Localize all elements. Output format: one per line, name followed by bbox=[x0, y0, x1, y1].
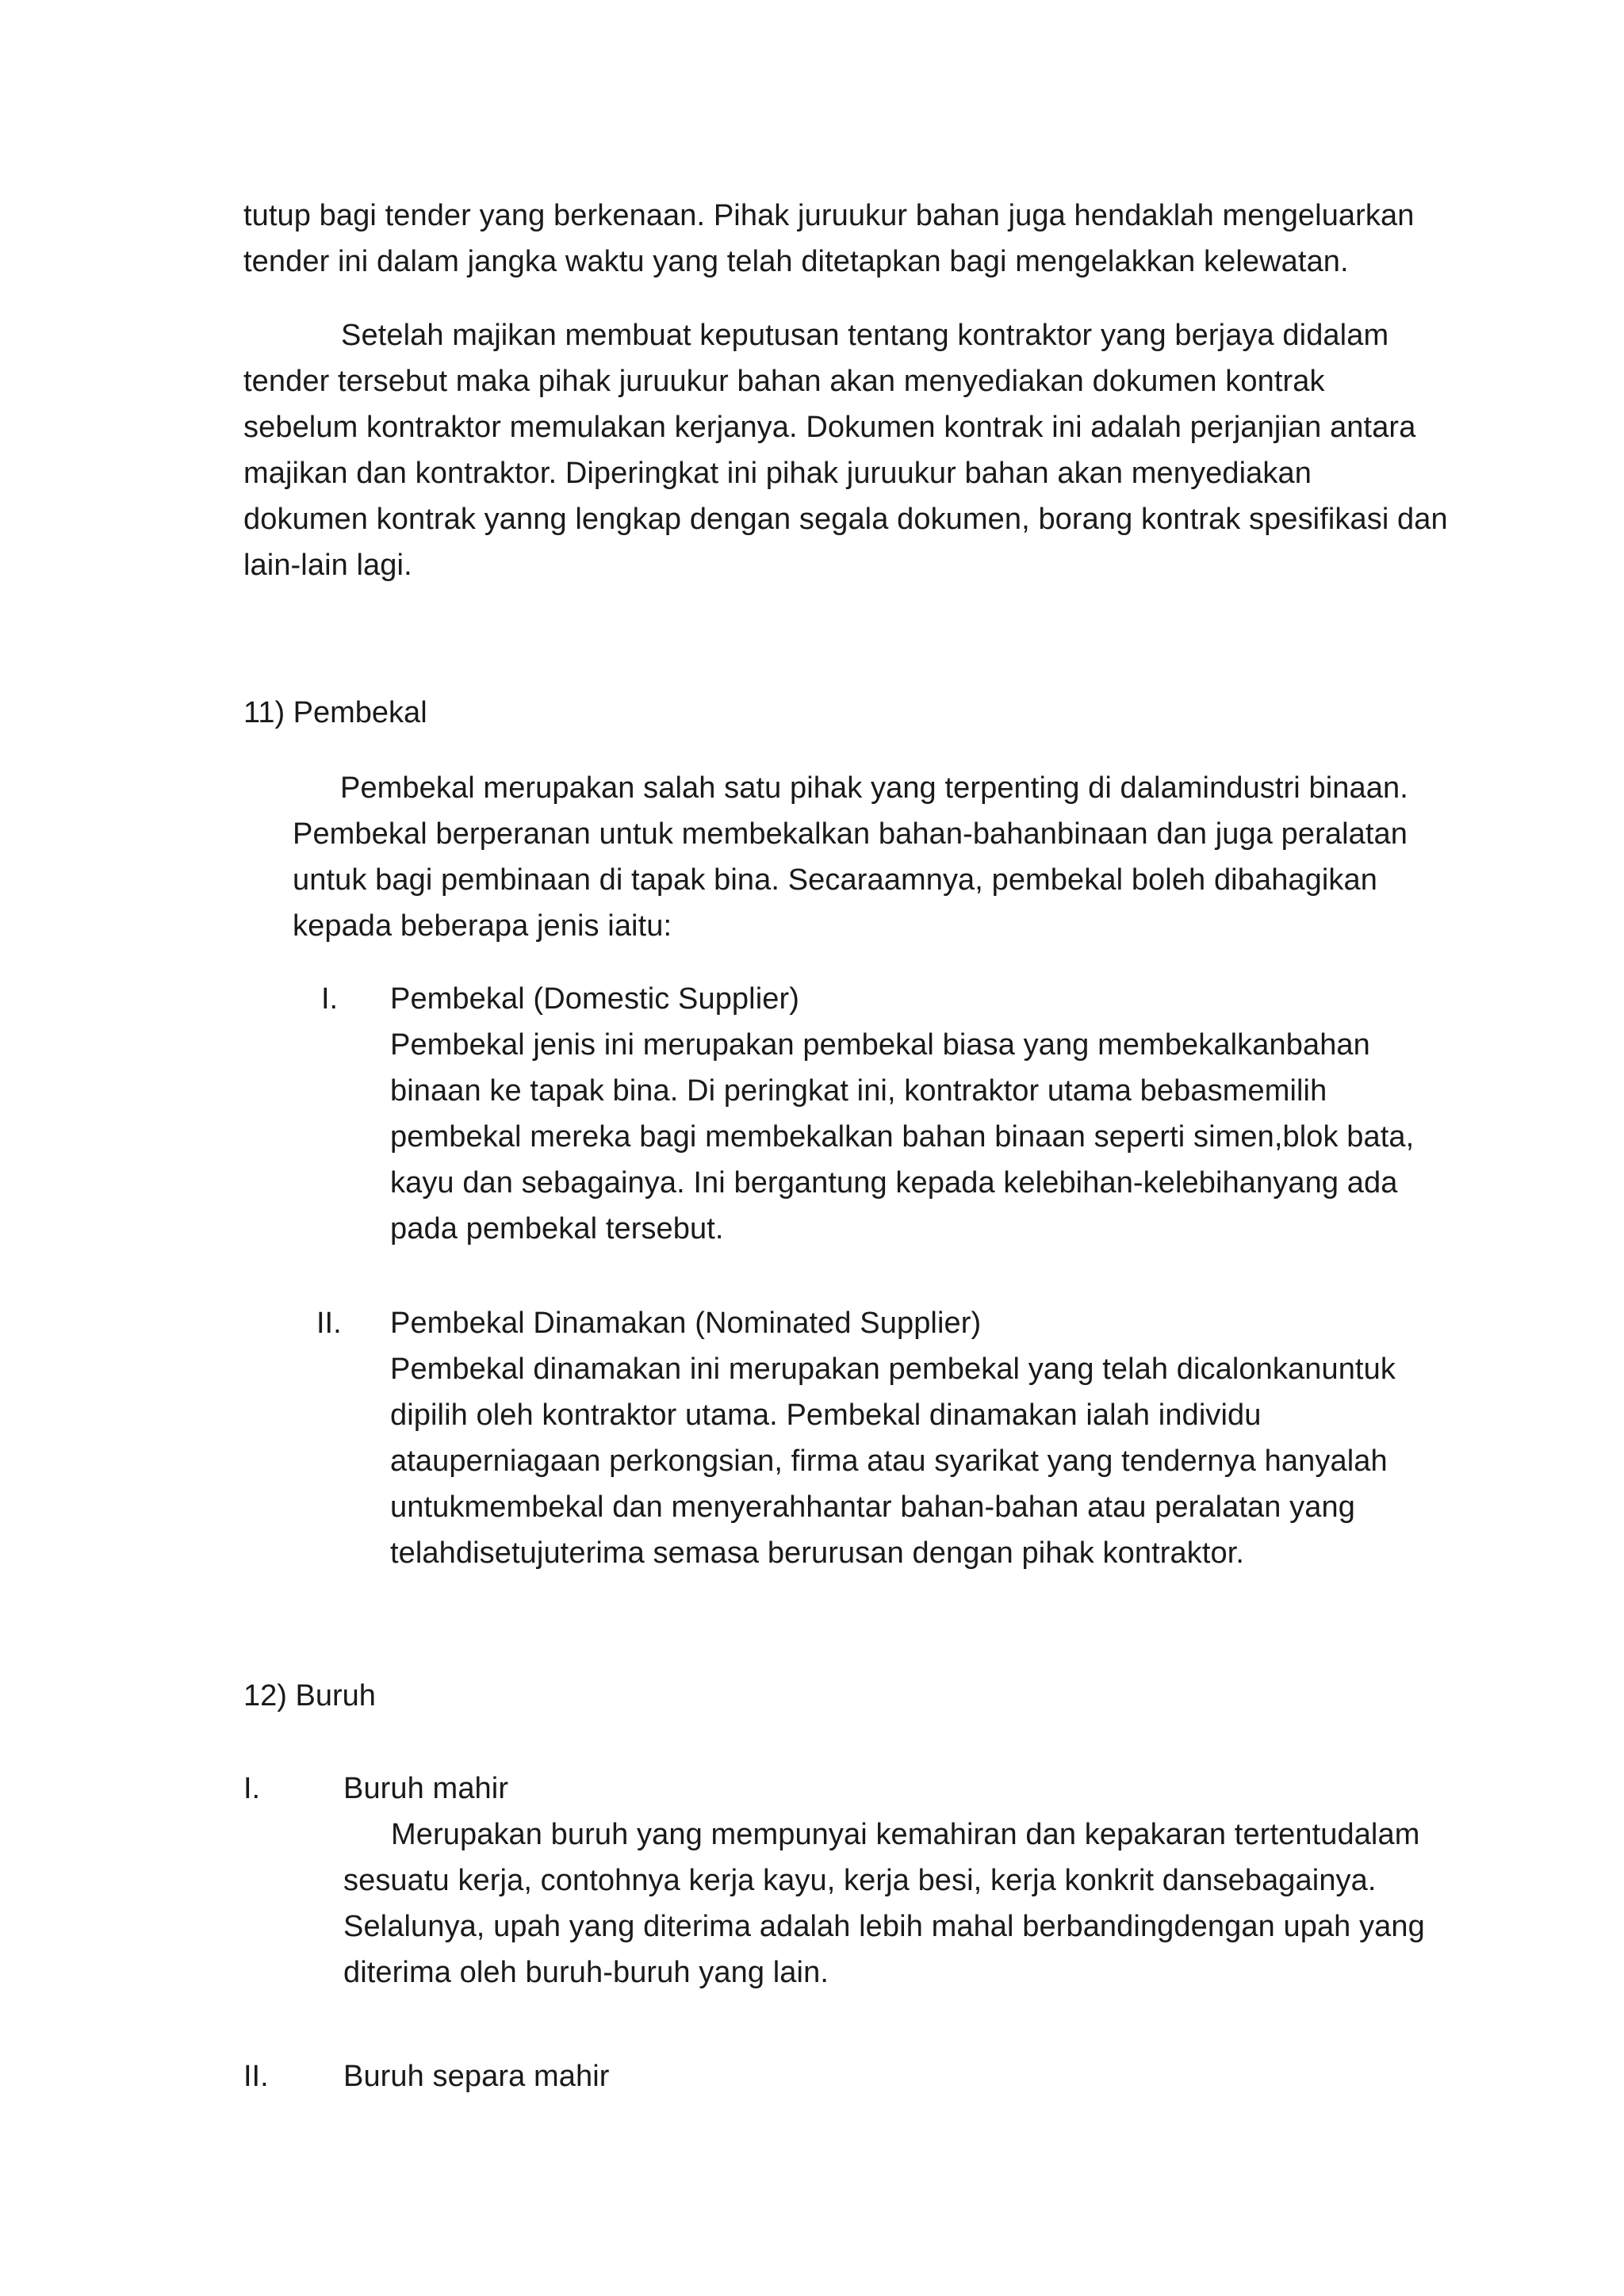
section-12-heading: 12) Buruh bbox=[243, 1679, 376, 1712]
paragraph-line: kepada beberapa jenis iaitu: bbox=[293, 909, 672, 943]
section-11-heading: 11) Pembekal bbox=[243, 696, 427, 729]
paragraph-line: majikan dan kontraktor. Diperingkat ini pihak juruukur bahan akan menyediakan bbox=[243, 457, 1312, 490]
paragraph-line: telahdisetujuterima semasa berurusan dengan pihak kontraktor. bbox=[390, 1536, 1245, 1570]
list-item-nominated-supplier bbox=[390, 1300, 1396, 1576]
paragraph-line: sesuatu kerja, contohnya kerja kayu, kerja besi, kerja konkrit dansebagainya. bbox=[343, 1864, 1377, 1897]
list-item-domestic-supplier bbox=[390, 976, 1414, 1252]
paragraph-line: binaan ke tapak bina. Di peringkat ini, kontraktor utama bebasmemilih bbox=[390, 1074, 1327, 1108]
list-item-skilled-labour bbox=[343, 1766, 1425, 1996]
list-item-title: Pembekal Dinamakan (Nominated Supplier) bbox=[390, 1307, 982, 1340]
list-item-title: Buruh mahir bbox=[343, 1772, 509, 1805]
paragraph-line: Selalunya, upah yang diterima adalah lebih mahal berbandingdengan upah yang bbox=[343, 1910, 1425, 1943]
paragraph-line: Merupakan buruh yang mempunyai kemahiran dan kepakaran tertentudalam bbox=[391, 1818, 1420, 1851]
paragraph-line: sebelum kontraktor memulakan kerjanya. Dokumen kontrak ini adalah perjanjian antara bbox=[243, 411, 1416, 444]
paragraph-line: untukmembekal dan menyerahhantar bahan-bahan atau peralatan yang bbox=[390, 1490, 1355, 1524]
list-numeral: II. bbox=[316, 1307, 342, 1340]
paragraph-line: Pembekal dinamakan ini merupakan pembekal yang telah dicalonkanuntuk bbox=[390, 1353, 1396, 1386]
paragraph-line: kayu dan sebagainya. Ini bergantung kepada kelebihan-kelebihanyang ada bbox=[390, 1166, 1398, 1200]
intro-paragraph bbox=[243, 193, 1415, 285]
paragraph-line: Pembekal berperanan untuk membekalkan bahan-bahanbinaan dan juga peralatan bbox=[293, 817, 1408, 851]
paragraph-line: pada pembekal tersebut. bbox=[390, 1212, 724, 1246]
paragraph-line: Pembekal merupakan salah satu pihak yang terpenting di dalamindustri binaan. bbox=[340, 771, 1408, 805]
section-11-intro bbox=[293, 765, 1408, 949]
list-numeral: I. bbox=[243, 1772, 261, 1805]
paragraph-line: untuk bagi pembinaan di tapak bina. Secaraamnya, pembekal boleh dibahagikan bbox=[293, 863, 1378, 897]
paragraph-line: tutup bagi tender yang berkenaan. Pihak juruukur bahan juga hendaklah mengeluarkan bbox=[243, 199, 1415, 232]
paragraph-line: tender ini dalam jangka waktu yang telah ditetapkan bagi mengelakkan kelewatan. bbox=[243, 245, 1349, 278]
paragraph-line: diterima oleh buruh-buruh yang lain. bbox=[343, 1956, 829, 1989]
paragraph-line: lain-lain lagi. bbox=[243, 549, 412, 582]
list-item-title: Pembekal (Domestic Supplier) bbox=[390, 982, 799, 1016]
paragraph-line: Pembekal jenis ini merupakan pembekal biasa yang membekalkanbahan bbox=[390, 1028, 1370, 1062]
paragraph-line: tender tersebut maka pihak juruukur bahan akan menyediakan dokumen kontrak bbox=[243, 365, 1325, 398]
list-item-semi-skilled-labour bbox=[343, 2053, 610, 2099]
paragraph-line: atauperniagaan perkongsian, firma atau syarikat yang tendernya hanyalah bbox=[390, 1445, 1388, 1478]
contract-paragraph bbox=[243, 312, 1448, 588]
list-item-title: Buruh separa mahir bbox=[343, 2060, 610, 2093]
paragraph-line: pembekal mereka bagi membekalkan bahan binaan seperti simen,blok bata, bbox=[390, 1120, 1415, 1154]
list-numeral: II. bbox=[243, 2060, 269, 2093]
paragraph-line: Setelah majikan membuat keputusan tentang kontraktor yang berjaya didalam bbox=[341, 319, 1389, 352]
paragraph-line: dipilih oleh kontraktor utama. Pembekal dinamakan ialah individu bbox=[390, 1399, 1262, 1432]
list-numeral: I. bbox=[321, 982, 339, 1016]
paragraph-line: dokumen kontrak yanng lengkap dengan segala dokumen, borang kontrak spesifikasi dan bbox=[243, 503, 1448, 536]
